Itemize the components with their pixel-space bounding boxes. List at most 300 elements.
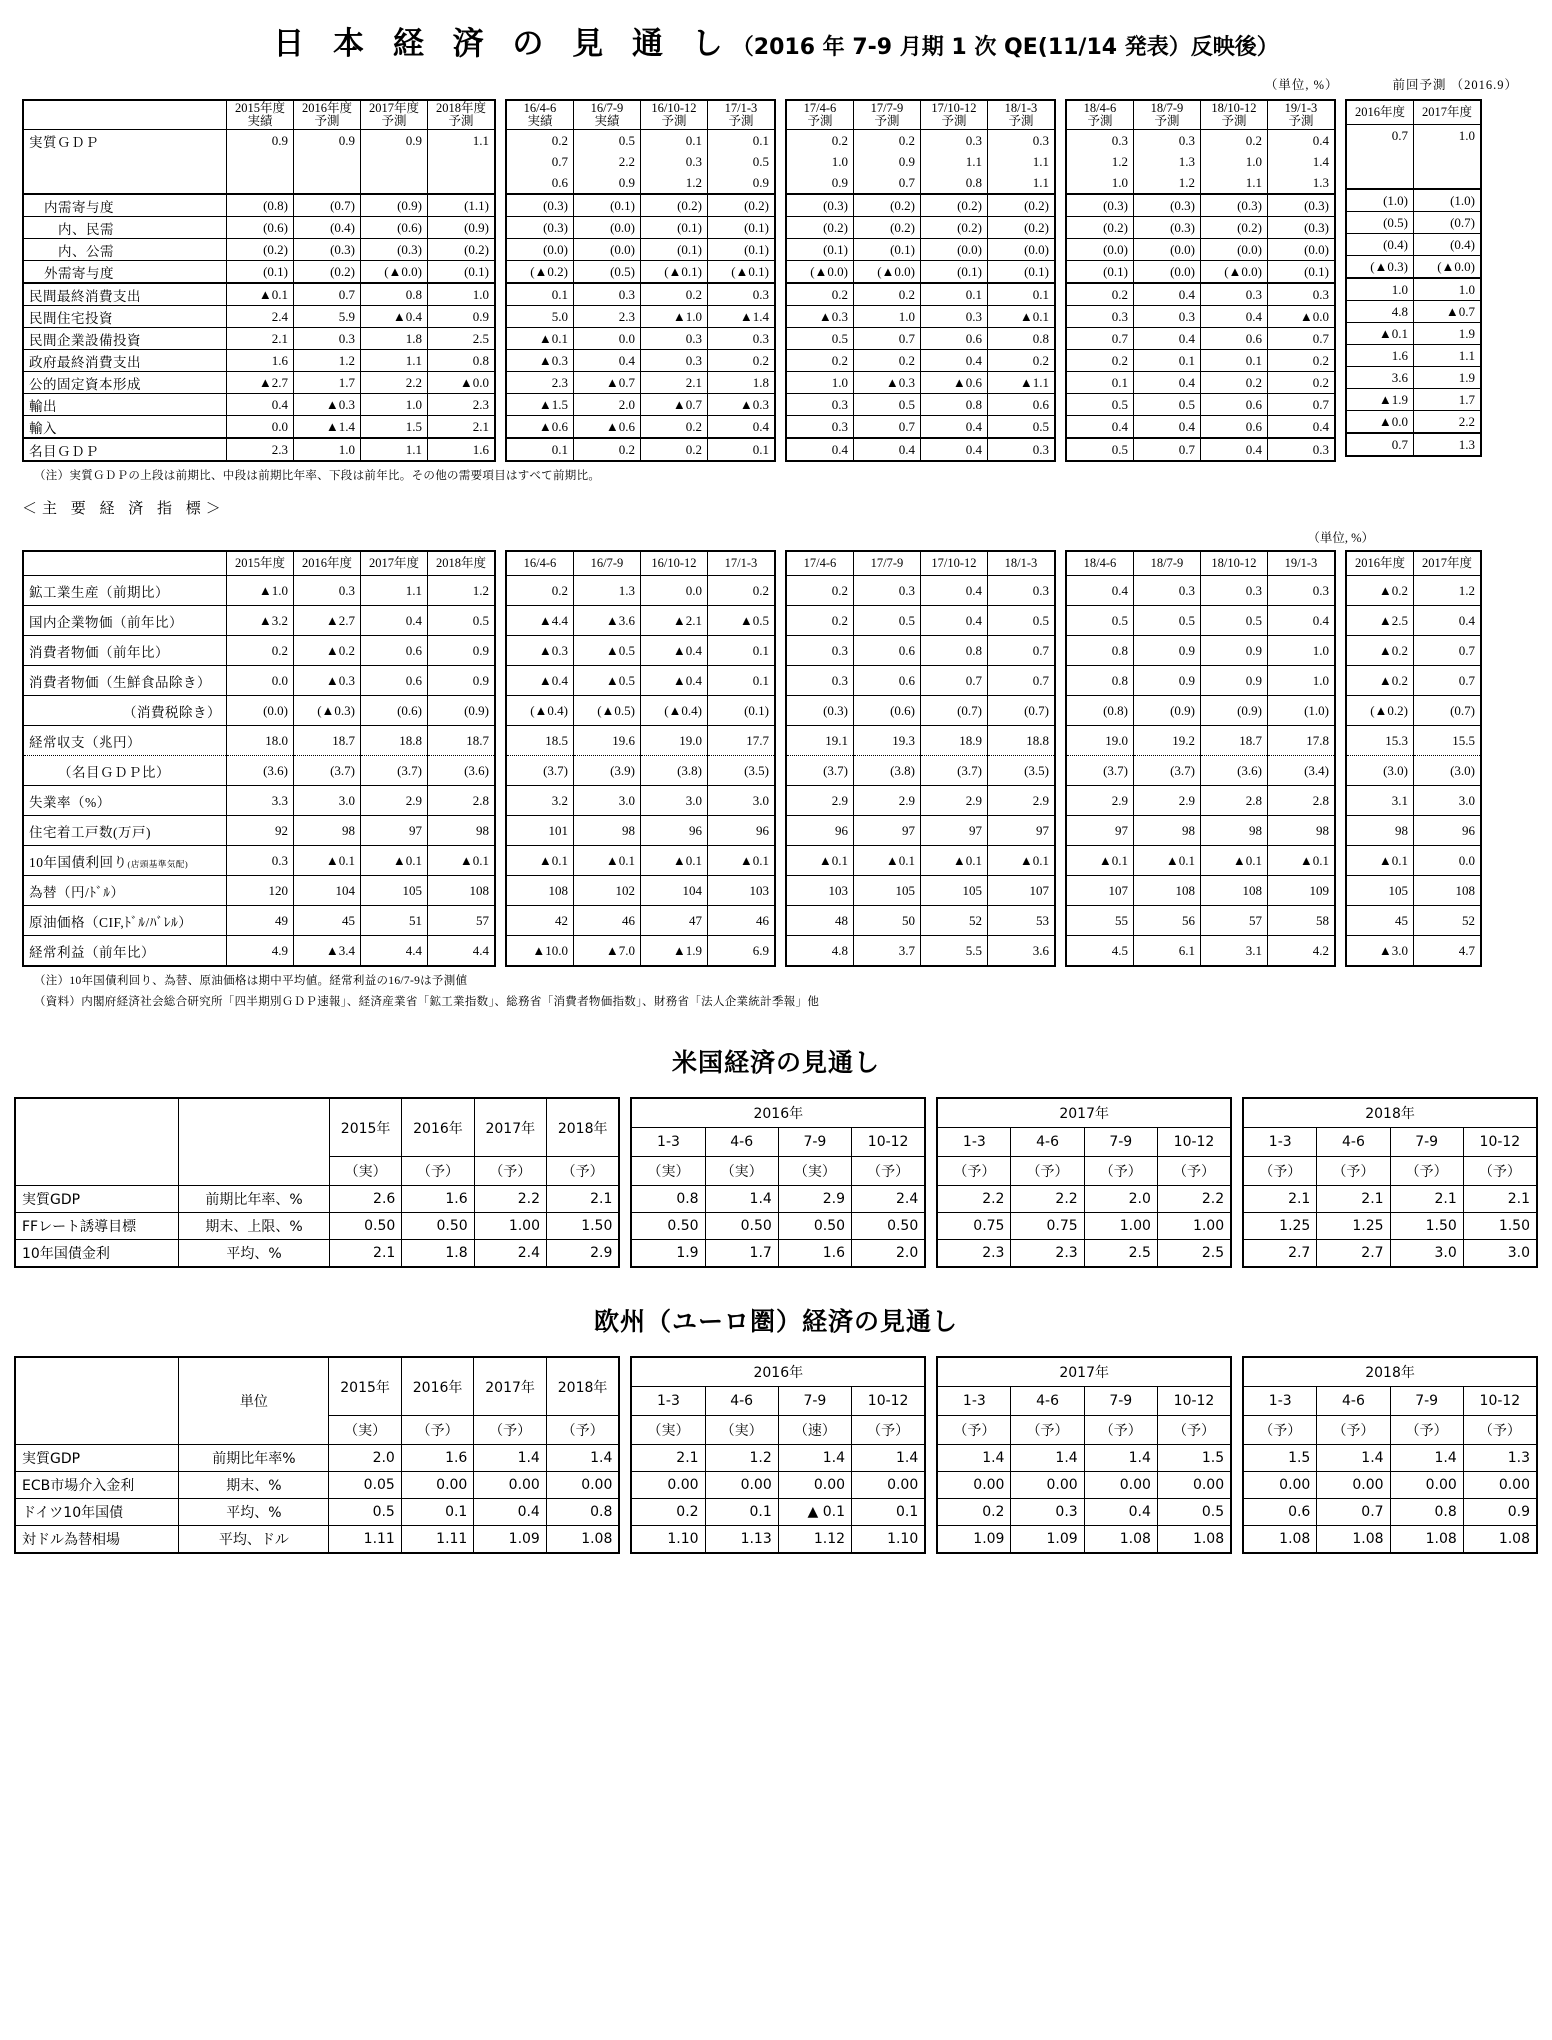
jp-ind-cell: (3.6)	[1201, 756, 1268, 786]
grid-year-cell: 0.4	[474, 1499, 547, 1526]
jp-ind-q2018-block	[1065, 550, 1336, 967]
table-row	[506, 350, 775, 372]
table-row	[786, 328, 1055, 350]
jp-ind-cell: 0.9	[1134, 666, 1201, 696]
jp-gdp-row-label-pad	[23, 172, 227, 194]
table-row	[506, 576, 775, 606]
jp-ind-cell: (3.7)	[361, 756, 428, 786]
jp-gdp-demand-cell: ▲0.1	[1346, 323, 1414, 345]
table-row	[1346, 125, 1481, 147]
jp-ind-cell: 6.1	[1134, 936, 1201, 967]
table-row	[937, 1416, 1231, 1445]
jp-gdp-demand-cell: 0.2	[854, 283, 921, 306]
eu-q2016-block	[630, 1356, 926, 1554]
jp-ind-cell: 98	[574, 816, 641, 846]
grid-quarter-cell: 1.4	[705, 1186, 778, 1213]
grid-quarter-cell: 1.5	[1243, 1445, 1317, 1472]
jp-ind-row-label: 消費者物価（前年比）	[23, 636, 227, 666]
grid-quarter-cell: 1.12	[778, 1526, 851, 1554]
table-row	[23, 416, 495, 439]
table-row	[786, 816, 1055, 846]
jp-gdp-contrib-cell: (0.2)	[988, 194, 1056, 217]
jp-gdp-demand-cell: 0.1	[1201, 350, 1268, 372]
jp-gdp-demand-cell: 0.6	[1201, 394, 1268, 416]
grid-quarter-cell: 1.4	[778, 1445, 851, 1472]
grid-year-sub: （実）	[329, 1157, 401, 1186]
jp-ind-cell: 19.0	[641, 726, 708, 756]
jp-gdp-demand-cell: ▲0.3	[854, 372, 921, 394]
jp-ind-cell: 0.5	[1201, 606, 1268, 636]
grid-row-unit: 平均、%	[179, 1240, 330, 1268]
jp-gdp-cell: 1.2	[1066, 151, 1134, 172]
jp-ind-cell: 0.1	[708, 666, 776, 696]
jp-ind-cell: 108	[1134, 876, 1201, 906]
jp-gdp-demand-cell: 1.6	[227, 350, 294, 372]
grid-quarter-header: 7-9	[778, 1387, 851, 1416]
jp-ind-cell: 18.7	[428, 726, 496, 756]
jp-gdp-demand-cell: 2.2	[1414, 411, 1482, 434]
jp-ind-cell: (3.7)	[921, 756, 988, 786]
grid-quarter-sub: （実）	[631, 1157, 705, 1186]
jp-gdp-demand-cell: 0.7	[1066, 328, 1134, 350]
jp-gdp-cell	[1414, 167, 1482, 189]
jp-gdp-col-header: 16/7-9 実績	[574, 100, 641, 130]
grid-quarter-sub: （予）	[1390, 1157, 1463, 1186]
jp-ind-cell: 4.4	[428, 936, 496, 967]
grid-quarter-cell: 0.7	[1317, 1499, 1390, 1526]
table-row	[786, 283, 1055, 306]
grid-quarter-header: 4-6	[1011, 1128, 1084, 1157]
table-row	[23, 606, 495, 636]
grid-quarter-cell: 0.2	[631, 1499, 705, 1526]
table-row	[1346, 146, 1481, 167]
jp-gdp-contrib-cell: (0.0)	[988, 239, 1056, 261]
jp-gdp-contrib-cell: (0.0)	[1134, 261, 1201, 284]
jp-gdp-contrib-cell: (▲0.0)	[854, 261, 921, 284]
jp-ind-cell: 96	[1414, 816, 1482, 846]
table-row	[1346, 100, 1481, 125]
table-row	[1243, 1128, 1537, 1157]
jp-gdp-cell: 1.1	[1201, 172, 1268, 194]
jp-ind-col-header: 2016年度	[1346, 551, 1414, 576]
jp-ind-cell: 2.9	[921, 786, 988, 816]
table-row	[786, 372, 1055, 394]
grid-quarter-cell: 0.8	[1390, 1499, 1463, 1526]
jp-ind-cell: 19.6	[574, 726, 641, 756]
table-row	[1243, 1357, 1537, 1387]
table-row	[506, 696, 775, 726]
grid-quarter-cell: 1.08	[1463, 1526, 1537, 1554]
grid-year-cell: 1.6	[401, 1445, 474, 1472]
jp-gdp-contrib-cell: (▲0.3)	[1346, 256, 1414, 279]
jp-gdp-contrib-cell: (0.2)	[921, 217, 988, 239]
jp-ind-cell: 46	[574, 906, 641, 936]
jp-gdp-demand-cell: 1.0	[1414, 278, 1482, 301]
table-row	[631, 1387, 925, 1416]
jp-gdp-demand-cell: 0.3	[1201, 283, 1268, 306]
us-q2017-block	[936, 1097, 1232, 1268]
jp-gdp-demand-cell: 2.3	[428, 394, 496, 416]
jp-ind-cell: 96	[641, 816, 708, 846]
grid-quarter-cell: 1.08	[1243, 1526, 1317, 1554]
jp-ind-cell: (3.7)	[294, 756, 361, 786]
jp-ind-cell: 52	[921, 906, 988, 936]
grid-quarter-cell: 1.9	[631, 1240, 705, 1268]
jp-ind-cell: 17.8	[1268, 726, 1336, 756]
grid-quarter-sub: （予）	[937, 1157, 1011, 1186]
jp-ind-col-header: 2016年度	[294, 551, 361, 576]
table-row	[23, 786, 495, 816]
jp-gdp-demand-cell: 2.2	[361, 372, 428, 394]
jp-ind-cell: (3.0)	[1414, 756, 1482, 786]
jp-gdp-annual-block	[22, 99, 496, 462]
table-row	[23, 666, 495, 696]
jp-gdp-demand-cell: ▲0.6	[921, 372, 988, 394]
jp-gdp-demand-cell: 0.2	[988, 350, 1056, 372]
jp-ind-cell: (0.7)	[921, 696, 988, 726]
jp-gdp-contrib-cell: (0.2)	[294, 261, 361, 284]
jp-gdp-nominal-cell: 0.4	[786, 438, 854, 461]
table-row	[1243, 1499, 1537, 1526]
grid-quarter-cell: 0.9	[1463, 1499, 1537, 1526]
jp-gdp-cell	[361, 151, 428, 172]
jp-gdp-demand-cell: 1.0	[1346, 278, 1414, 301]
jp-gdp-contrib-cell: (0.7)	[1414, 212, 1482, 234]
table-row	[1346, 411, 1481, 434]
jp-ind-cell: 0.3	[786, 666, 854, 696]
jp-gdp-cell: 1.2	[1134, 172, 1201, 194]
jp-gdp-contrib-cell: (0.6)	[361, 217, 428, 239]
jp-ind-cell: (▲0.3)	[294, 696, 361, 726]
grid-unit-header: 単位	[179, 1357, 329, 1445]
jp-gdp-demand-cell: 2.4	[227, 306, 294, 328]
jp-gdp-demand-cell: 0.1	[1134, 350, 1201, 372]
grid-quarter-cell: 1.50	[1463, 1213, 1537, 1240]
grid-quarter-sub: （予）	[1463, 1157, 1537, 1186]
jp-ind-col-header: 18/4-6	[1066, 551, 1134, 576]
grid-row-label: 10年国債金利	[15, 1240, 179, 1268]
jp-gdp-cell: 1.0	[1066, 172, 1134, 194]
jp-ind-col-header: 16/7-9	[574, 551, 641, 576]
table-row	[937, 1128, 1231, 1157]
jp-gdp-contrib-cell: (0.3)	[786, 194, 854, 217]
jp-ind-cell: ▲0.1	[1268, 846, 1336, 876]
jp-gdp-cell: 0.2	[854, 130, 921, 152]
jp-ind-cell: 4.4	[361, 936, 428, 967]
jp-ind-cell: 19.2	[1134, 726, 1201, 756]
jp-ind-cell: 0.4	[361, 606, 428, 636]
jp-ind-cell: 2.9	[1066, 786, 1134, 816]
jp-ind-cell: 57	[428, 906, 496, 936]
jp-indicators-heading: ＜主 要 経 済 指 標＞	[22, 501, 226, 518]
table-row	[1066, 576, 1335, 606]
jp-ind-cell: 0.9	[1201, 666, 1268, 696]
jp-ind-col-header: 18/1-3	[988, 551, 1056, 576]
jp-gdp-demand-cell: 0.5	[854, 394, 921, 416]
jp-gdp-contrib-cell: (▲0.0)	[361, 261, 428, 284]
jp-gdp-contrib-cell: (0.3)	[506, 217, 574, 239]
grid-quarter-cell: 1.09	[937, 1526, 1011, 1554]
jp-ind-cell: 0.7	[988, 666, 1056, 696]
table-row	[506, 846, 775, 876]
grid-quarter-cell: 0.00	[705, 1472, 778, 1499]
table-row	[1346, 212, 1481, 234]
jp-gdp-demand-cell: ▲0.0	[1346, 411, 1414, 434]
table-row	[1243, 1157, 1537, 1186]
jp-ind-cell: 55	[1066, 906, 1134, 936]
table-row	[23, 876, 495, 906]
table-row	[506, 636, 775, 666]
jp-gdp-demand-cell: 0.2	[1066, 350, 1134, 372]
jp-gdp-contrib-cell: (0.3)	[294, 239, 361, 261]
jp-gdp-cell: 0.9	[294, 130, 361, 152]
jp-gdp-contrib-cell: (0.6)	[227, 217, 294, 239]
jp-ind-cell: 0.3	[786, 636, 854, 666]
jp-ind-cell: 18.5	[506, 726, 574, 756]
table-row	[786, 194, 1055, 217]
jp-ind-cell: 18.7	[294, 726, 361, 756]
table-row	[1066, 438, 1335, 461]
table-row	[1346, 301, 1481, 323]
grid-year-cell: 1.8	[402, 1240, 474, 1268]
grid-quarter-header: 1-3	[1243, 1128, 1317, 1157]
jp-ind-cell: 0.3	[1201, 576, 1268, 606]
table-row	[15, 1186, 619, 1213]
table-row	[23, 576, 495, 606]
jp-gdp-contrib-cell: (0.2)	[708, 194, 776, 217]
grid-quarter-cell: 2.5	[1084, 1240, 1157, 1268]
jp-gdp-cell: 0.9	[854, 151, 921, 172]
table-row	[1066, 283, 1335, 306]
jp-gdp-contrib-cell: (0.4)	[294, 217, 361, 239]
grid-row-label: 対ドル為替相場	[15, 1526, 179, 1554]
jp-gdp-contrib-cell: (0.1)	[641, 217, 708, 239]
jp-ind-row-label: 消費者物価（生鮮食品除き）	[23, 666, 227, 696]
jp-ind-cell: 0.8	[1066, 636, 1134, 666]
jp-gdp-demand-cell: 0.2	[708, 350, 776, 372]
grid-quarter-cell: 0.5	[1157, 1499, 1231, 1526]
table-row	[15, 1213, 619, 1240]
table-row	[1066, 239, 1335, 261]
grid-quarter-sub: （予）	[1157, 1157, 1231, 1186]
jp-ind-cell: ▲0.1	[506, 846, 574, 876]
table-row	[506, 130, 775, 152]
jp-gdp-nominal-cell: 0.2	[574, 438, 641, 461]
jp-gdp-cell: 0.7	[854, 172, 921, 194]
jp-gdp-cell: 2.2	[574, 151, 641, 172]
jp-gdp-contrib-cell: (0.1)	[428, 261, 496, 284]
jp-gdp-col-header: 18/10-12 予測	[1201, 100, 1268, 130]
table-row	[786, 151, 1055, 172]
grid-quarter-cell: 2.1	[1390, 1186, 1463, 1213]
grid-quarter-cell: 1.00	[1084, 1213, 1157, 1240]
grid-quarter-cell: 0.6	[1243, 1499, 1317, 1526]
grid-row-unit: 期末、%	[179, 1472, 329, 1499]
jp-ind-cell: ▲0.1	[988, 846, 1056, 876]
grid-year-sub: （予）	[401, 1416, 474, 1445]
table-row	[1346, 756, 1481, 786]
jp-ind-cell: 3.1	[1201, 936, 1268, 967]
grid-year-cell: 2.1	[329, 1240, 401, 1268]
jp-gdp-demand-cell: ▲1.0	[641, 306, 708, 328]
jp-ind-cell: 109	[1268, 876, 1336, 906]
jp-gdp-q2018-block	[1065, 99, 1336, 462]
jp-gdp-demand-cell: 0.3	[708, 328, 776, 350]
jp-gdp-nominal-cell: 0.5	[1066, 438, 1134, 461]
jp-ind-cell: (0.7)	[1414, 696, 1482, 726]
table-row	[23, 306, 495, 328]
jp-gdp-nominal-cell: 0.3	[1268, 438, 1336, 461]
grid-quarter-cell: 1.4	[852, 1445, 926, 1472]
jp-ind-col-header: 2017年度	[361, 551, 428, 576]
table-row	[1346, 433, 1481, 456]
jp-gdp-cell: 0.4	[1268, 130, 1336, 152]
jp-ind-cell: 0.6	[361, 636, 428, 666]
jp-gdp-demand-label: 民間住宅投資	[23, 306, 227, 328]
page-title	[0, 4, 1552, 69]
jp-ind-col-header: 17/4-6	[786, 551, 854, 576]
jp-gdp-demand-cell: 0.6	[988, 394, 1056, 416]
jp-ind-cell: (0.9)	[428, 696, 496, 726]
table-row	[786, 666, 1055, 696]
jp-ind-cell: (3.5)	[708, 756, 776, 786]
jp-ind-cell: ▲0.2	[294, 636, 361, 666]
jp-gdp-demand-cell: 0.0	[574, 328, 641, 350]
jp-gdp-nominal-cell: 1.1	[361, 438, 428, 461]
grid-quarter-cell: 0.75	[1011, 1213, 1084, 1240]
jp-ind-cell: (3.7)	[506, 756, 574, 786]
jp-ind-cell: 104	[294, 876, 361, 906]
jp-gdp-cell	[294, 172, 361, 194]
jp-ind-cell: 3.7	[854, 936, 921, 967]
jp-gdp-cell: 0.2	[1201, 130, 1268, 152]
jp-gdp-q2017-block	[785, 99, 1056, 462]
grid-corner-cell	[15, 1357, 179, 1445]
jp-gdp-demand-cell: 0.3	[708, 283, 776, 306]
grid-quarter-cell: 1.10	[631, 1526, 705, 1554]
jp-ind-cell: ▲0.5	[574, 636, 641, 666]
jp-gdp-cell: 0.9	[574, 172, 641, 194]
table-row	[506, 151, 775, 172]
us-q2016-block	[630, 1097, 926, 1268]
jp-ind-cell: 4.5	[1066, 936, 1134, 967]
jp-gdp-nominal-cell: 1.0	[294, 438, 361, 461]
jp-gdp-demand-cell: 0.4	[921, 350, 988, 372]
jp-gdp-demand-cell: 0.6	[1201, 328, 1268, 350]
jp-gdp-demand-cell: 0.3	[921, 306, 988, 328]
jp-gdp-demand-cell: 0.3	[786, 416, 854, 439]
jp-ind-cell: 0.1	[708, 636, 776, 666]
grid-qyear-header: 2016年	[631, 1357, 925, 1387]
jp-gdp-demand-cell: 0.5	[1066, 394, 1134, 416]
grid-quarter-header: 10-12	[852, 1128, 926, 1157]
jp-gdp-row-label-pad	[23, 151, 227, 172]
table-row	[1243, 1445, 1537, 1472]
table-row	[506, 217, 775, 239]
grid-quarter-cell: 2.2	[1157, 1186, 1231, 1213]
jp-gdp-demand-cell: 4.8	[1346, 301, 1414, 323]
jp-ind-cell: 108	[1201, 876, 1268, 906]
jp-ind-cell: 49	[227, 906, 294, 936]
table-row	[506, 786, 775, 816]
table-row	[786, 172, 1055, 194]
jp-ind-cell: ▲0.5	[574, 666, 641, 696]
jp-ind-cell: 18.8	[988, 726, 1056, 756]
jp-gdp-demand-cell: ▲0.0	[1268, 306, 1336, 328]
jp-ind-cell: (3.8)	[854, 756, 921, 786]
table-row	[15, 1499, 619, 1526]
grid-quarter-header: 4-6	[1317, 1128, 1390, 1157]
grid-quarter-cell: 0.50	[631, 1213, 705, 1240]
jp-gdp-cell	[294, 151, 361, 172]
table-row	[506, 726, 775, 756]
jp-gdp-demand-cell: 0.6	[921, 328, 988, 350]
jp-gdp-contrib-cell: (▲0.1)	[708, 261, 776, 284]
jp-ind-cell: ▲7.0	[574, 936, 641, 967]
jp-ind-cell: (3.7)	[1134, 756, 1201, 786]
jp-ind-cell: 0.6	[854, 636, 921, 666]
jp-ind-cell: 97	[988, 816, 1056, 846]
jp-gdp-cell: 0.3	[1066, 130, 1134, 152]
jp-ind-cell: 1.2	[1414, 576, 1482, 606]
jp-gdp-cell: 1.0	[1414, 125, 1482, 147]
jp-gdp-demand-cell: 2.1	[641, 372, 708, 394]
table-row	[1066, 936, 1335, 967]
jp-gdp-cell: 0.6	[506, 172, 574, 194]
table-row	[23, 394, 495, 416]
jp-gdp-cell: 0.2	[506, 130, 574, 152]
jp-gdp-contrib-cell: (0.4)	[1414, 234, 1482, 256]
jp-gdp-col-header: 2018年度 予測	[428, 100, 496, 130]
table-row	[786, 394, 1055, 416]
jp-ind-row-label: （消費税除き）	[23, 696, 227, 726]
grid-year-cell: 0.50	[402, 1213, 474, 1240]
jp-gdp-nominal-cell: 0.4	[854, 438, 921, 461]
grid-quarter-cell: 0.00	[1390, 1472, 1463, 1499]
table-row	[23, 151, 495, 172]
jp-ind-cell: 58	[1268, 906, 1336, 936]
jp-gdp-demand-cell: 1.0	[428, 283, 496, 306]
jp-ind-cell: 1.0	[1268, 636, 1336, 666]
jp-gdp-demand-cell: 0.2	[641, 416, 708, 439]
jp-ind-cell: ▲3.2	[227, 606, 294, 636]
table-row	[786, 416, 1055, 439]
jp-gdp-contrib-cell: (▲0.0)	[1201, 261, 1268, 284]
unit-label: （単位, %）	[1264, 78, 1339, 92]
jp-gdp-contrib-cell: (0.2)	[921, 194, 988, 217]
jp-ind-cell: ▲2.7	[294, 606, 361, 636]
jp-gdp-contrib-cell: (0.1)	[641, 239, 708, 261]
jp-ind-cell: ▲0.1	[854, 846, 921, 876]
jp-gdp-demand-cell: 2.1	[227, 328, 294, 350]
grid-quarter-cell: 0.00	[631, 1472, 705, 1499]
table-row	[786, 756, 1055, 786]
jp-gdp-cell	[428, 151, 496, 172]
grid-quarter-cell: 1.5	[1157, 1445, 1231, 1472]
table-row	[23, 756, 495, 786]
table-row	[1066, 151, 1335, 172]
grid-year-cell: 1.11	[329, 1526, 402, 1554]
jp-gdp-contrib-cell: (1.1)	[428, 194, 496, 217]
jp-gdp-contrib-cell: (0.1)	[921, 261, 988, 284]
grid-quarter-cell: 0.00	[1463, 1472, 1537, 1499]
jp-ind-cell: (3.5)	[988, 756, 1056, 786]
jp-gdp-cell	[1414, 146, 1482, 167]
jp-ind-row-label: 鉱工業生産（前期比）	[23, 576, 227, 606]
jp-ind-cell: 19.1	[786, 726, 854, 756]
jp-ind-cell: 57	[1201, 906, 1268, 936]
jp-ind-cell: ▲0.1	[428, 846, 496, 876]
